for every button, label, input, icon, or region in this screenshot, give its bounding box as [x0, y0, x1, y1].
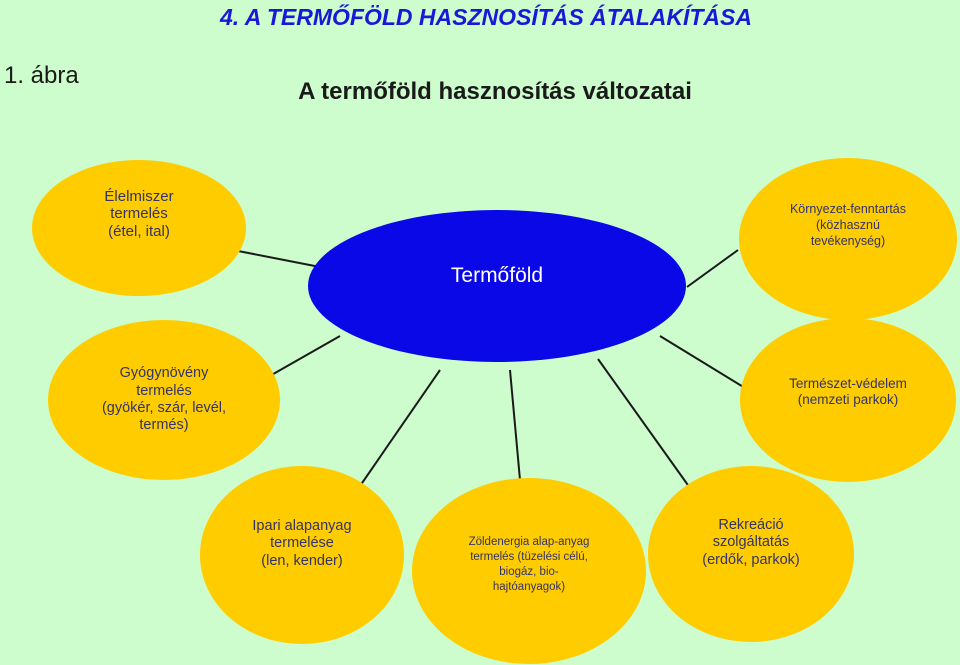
node-env-label: Környezet-fenntartás (közhasznú tevékenység): [789, 201, 907, 249]
connector-green: [510, 370, 520, 480]
node-recreation-label: Rekreáció szolgáltatás (erdők, parkok): [702, 516, 800, 568]
connector-recreation: [598, 359, 700, 502]
node-herbal-label: Gyógynövény termelés (gyökér, szár, levél, termés): [101, 365, 227, 434]
center-node-label: Termőföld: [450, 264, 544, 287]
node-nature-label: Természet-védelem (nemzeti parkok): [789, 375, 907, 407]
node-food-label: Élelmiszer termelés (étel, ital): [104, 188, 174, 240]
section-heading: 4. A TERMŐFÖLD HASZNOSÍTÁS ÁTALAKÍTÁSA: [220, 4, 752, 30]
connector-nature: [660, 336, 745, 388]
node-green-energy: [412, 478, 646, 664]
node-herbal-production: [48, 320, 280, 480]
connector-food: [233, 250, 325, 268]
figure-label: 1. ábra: [4, 62, 79, 89]
node-green-label: Zöldenergia alap-anyag termelés (tüzelési célú, biogáz, bio- hajtóanyagok): [468, 536, 590, 593]
node-nature-protection: [740, 318, 956, 482]
node-recreation-service: [648, 466, 854, 642]
connector-herbal: [268, 336, 340, 377]
connector-industry: [360, 370, 440, 486]
center-node-termofold: [308, 210, 686, 362]
diagram-title: A termőföld hasznosítás változatai: [298, 78, 692, 105]
node-industry-label: Ipari alapanyag termelése (len, kender): [252, 517, 352, 569]
node-food-production: [32, 160, 246, 296]
connector-env: [687, 250, 738, 287]
node-environment-maintenance: [739, 158, 957, 320]
node-industrial-raw-material: [200, 466, 404, 644]
